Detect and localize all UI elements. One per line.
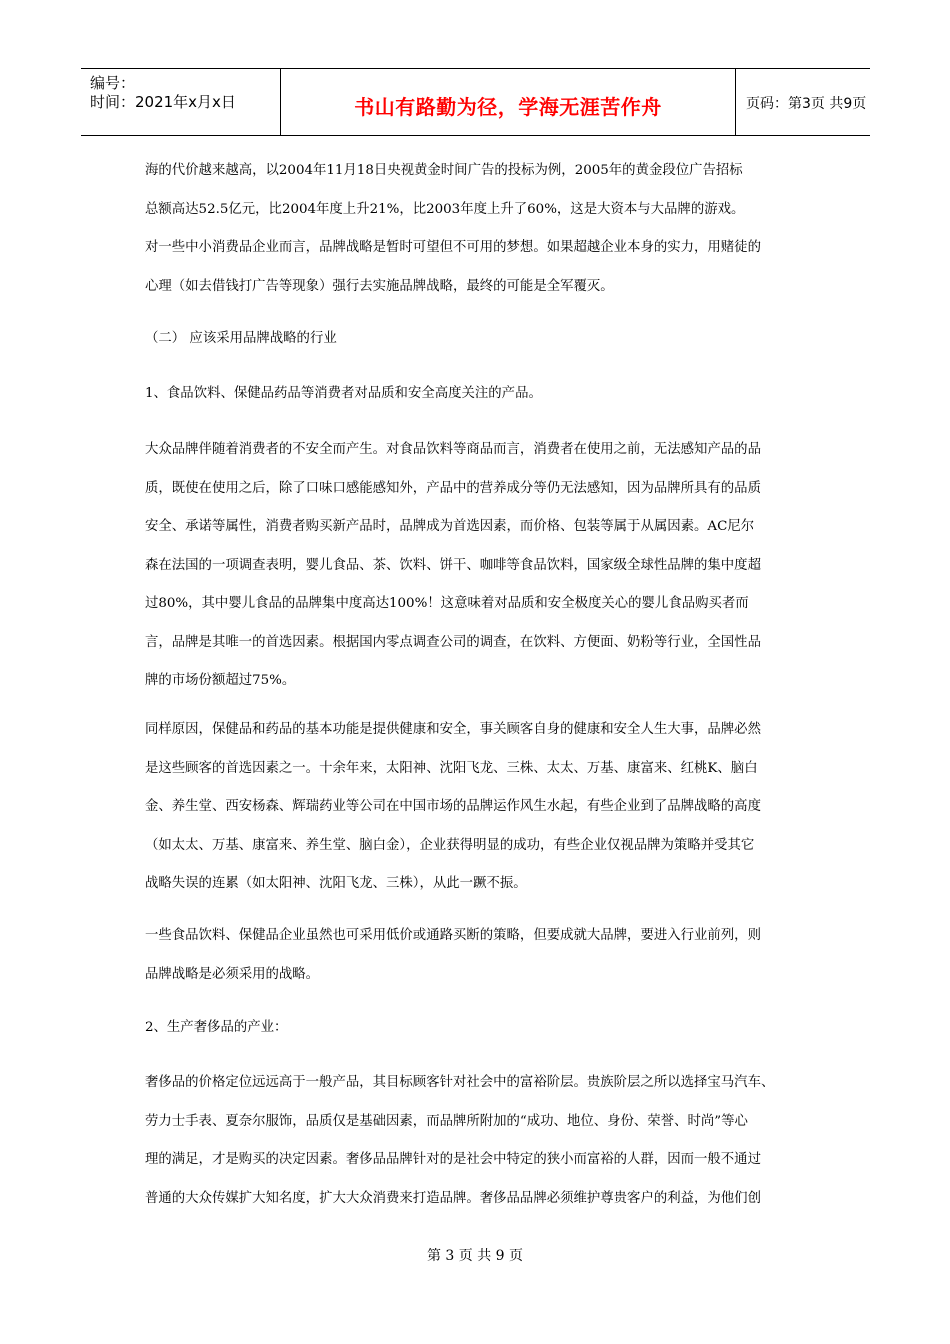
header-motto-cell [281,69,736,136]
text-line: 质，既使在使用之后，除了口味口感能感知外，产品中的营养成分等仍无法感知，因为品牌所具有的品质 [145,480,761,496]
text-line: 1、食品饮料、保健品药品等消费者对品质和安全高度关注的产品。 [145,386,542,401]
text-line: 金、养生堂、西安杨森、辉瑞药业等公司在中国市场的品牌运作风生水起，有些企业到了品牌战略的高度 [145,799,761,814]
text-line: 劳力士手表、夏奈尔服饰，品质仅是基础因素，而品牌所附加的“成功、地位、身份、荣誉、时尚”等心 [145,1113,748,1129]
text-line: 理的满足，才是购买的决定因素。奢侈品品牌针对的是社会中特定的狭小而富裕的人群，因而一般不通过 [145,1152,761,1167]
text-line: 言，品牌是其唯一的首选因素。根据国内零点调查公司的调查，在饮料、方便面、奶粉等行业，全国性品 [145,634,761,650]
text-line: 奢侈品的价格定位远远高于一般产品，其目标顾客针对社会中的富裕阶层。贵族阶层之所以选择宝马汽车、 [145,1075,775,1090]
text-line: 对一些中小消费品企业而言，品牌战略是暂时可望但不可用的梦想。如果超越企业本身的实力，用赌徒的 [145,240,761,255]
document-number-label: 编号： [90,74,136,92]
page-footer: 第 3 页 共 9 页 [426,1248,524,1264]
text-line: 一些食品饮料、保健品企业虽然也可采用低价或通路买断的策略，但要成就大品牌，要进入行业前列，则 [145,928,761,943]
text-line: 战略失误的连累（如太阳神、沈阳飞龙、三株），从此一蹶不振。 [145,876,527,891]
paragraph-low-price-strategy [145,917,825,994]
text-line: 海的代价越来越高，以2004年11月18日央视黄金时间广告的投标为例，2005年的黄金段位广告招标 [145,163,743,178]
text-line: 过80%，其中婴儿食品的品牌集中度高达100%！这意味着对品质和安全极度关心的婴儿食品购买者而 [145,596,749,611]
subheading-luxury [145,1009,825,1048]
text-line: 是这些顾客的首选因素之一。十余年来，太阳神、沈阳飞龙、三株、太太、万基、康富来、红桃K、脑白 [145,760,758,776]
text-line: 总额高达52.5亿元，比2004年度上升21%，比2003年度上升了60%，这是大资本与大品牌的游戏。 [145,201,745,217]
paragraph-health-products [145,711,825,904]
text-line: 安全、承诺等属性，消费者购买新产品时，品牌成为首选因素，而价格、包装等属于从属因素。AC尼尔 [145,519,755,534]
text-line: 心理（如去借钱打广告等现象）强行去实施品牌战略，最终的可能是全军覆灭。 [145,278,614,294]
subheading-food-health [145,375,825,414]
text-line: （如太太、万基、康富来、养生堂、脑白金），企业获得明显的成功，有些企业仅视品牌为策略并受其它 [145,837,755,853]
paragraph-luxury-goods [145,1064,825,1218]
text-line: 大众品牌伴随着消费者的不安全而产生。对食品饮料等商品而言，消费者在使用之前，无法感知产品的品 [145,442,761,457]
header-info-cell [81,69,281,136]
text-line: 普通的大众传媒扩大知名度，扩大大众消费来打造品牌。奢侈品品牌必须维护尊贵客户的利益，为他们创 [145,1190,761,1206]
document-date-label: 时间：2021年x月x日 [90,93,236,111]
paragraph-ad-cost [145,152,825,306]
text-line: 森在法国的一项调查表明，婴儿食品、茶、饮料、饼干、咖啡等食品饮料，国家级全球性品牌的集中度超 [145,557,761,573]
header-page-cell [736,69,870,136]
text-line: （二） 应该采用品牌战略的行业 [145,331,337,346]
paragraph-mass-brands [145,431,825,701]
header-motto: 书山有路勤为径，学海无涯苦作舟 [354,95,662,119]
section-heading-industries [145,320,825,359]
header-page-info: 页码：第3页 共9页 [746,96,867,112]
page-header [81,68,870,136]
text-line: 牌的市场份额超过75%。 [145,673,296,688]
text-line: 2、生产奢侈品的产业： [145,1020,288,1035]
text-line: 同样原因，保健品和药品的基本功能是提供健康和安全，事关顾客自身的健康和安全人生大事，品牌必然 [145,722,761,737]
text-line: 品牌战略是必须采用的战略。 [145,966,320,982]
